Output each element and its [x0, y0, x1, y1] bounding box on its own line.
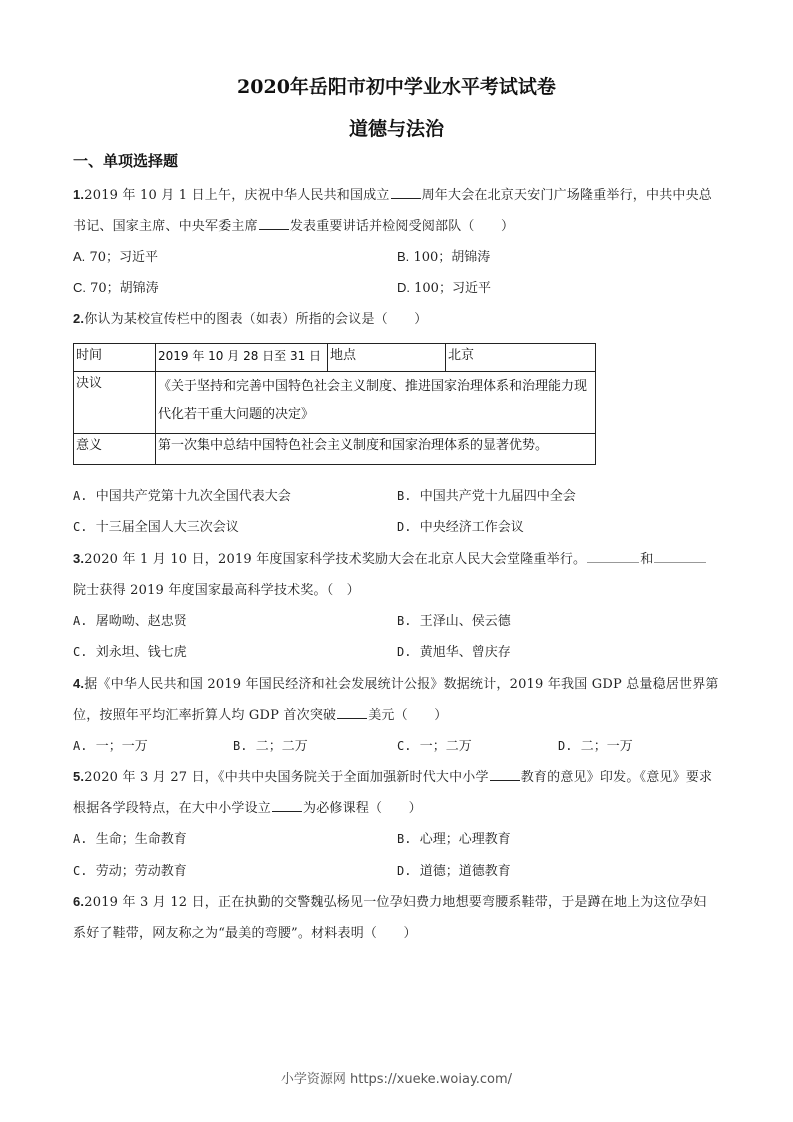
option-d: D. 黄旭华、曾庆存: [397, 645, 511, 660]
option-b: B. 心理；心理教育: [397, 832, 511, 847]
option-c: C. 十三届全国人大三次会议: [73, 520, 239, 535]
question-3-line-1: 3.2020 年 1 月 10 日，2019 年度国家科学技术奖励大会在北京人民大会堂隆重举行。 和: [73, 548, 707, 567]
option-a: A. 一；一万: [73, 739, 148, 754]
table-cell: 《关于坚持和完善中国特色社会主义制度、推进国家治理体系和治理能力现代化若干重大问题的决定》: [156, 372, 596, 434]
question-1-line-2: 书记、国家主席、中央军委主席 发表重要讲话并检阅受阅部队（ ）: [73, 219, 515, 234]
option-c: C. 刘永坦、钱七虎: [73, 645, 187, 660]
option-d: D. 道德；道德教育: [397, 864, 511, 879]
option-a: A. 屠呦呦、赵忠贤: [73, 614, 187, 629]
question-number: 6.: [73, 894, 85, 909]
exam-title: 2020年岳阳市初中学业水平考试试卷: [237, 76, 556, 98]
question-6-line-1: 6.2019 年 3 月 12 日，正在执勤的交警魏弘杨见一位孕妇费力地想要弯腰系鞋带，于是蹲在地上为这位孕妇: [73, 894, 707, 910]
table-cell: 北京: [446, 344, 596, 372]
answer-blank: [654, 552, 706, 563]
table-cell: 意义: [74, 434, 156, 465]
table-cell: 第一次集中总结中国特色社会主义制度和国家治理体系的显著优势。: [156, 434, 596, 465]
option-a: A. 中国共产党第十九次全国代表大会: [73, 489, 291, 504]
table-cell: 地点: [328, 344, 446, 372]
answer-blank: [490, 770, 520, 781]
answer-blank: [259, 219, 289, 230]
option-b: B. 100；胡锦涛: [397, 249, 491, 265]
table-cell: 决议: [74, 372, 156, 434]
question-3-line-2: 院士获得 2019 年度国家最高科学技术奖。（ ）: [73, 583, 360, 598]
option-c: C. 70；胡锦涛: [73, 280, 159, 296]
question-4-line-1: 4.据《中华人民共和国 2019 年国民经济和社会发展统计公报》数据统计，2019 年我国 GDP 总量稳居世界第: [73, 676, 719, 692]
question-4-line-2: 位，按照年平均汇率折算人均 GDP 首次突破 美元（ ）: [73, 708, 448, 723]
question-number: 2.: [73, 311, 85, 326]
section-heading: 一、单项选择题: [73, 152, 179, 170]
question-number: 3.: [73, 551, 85, 566]
answer-blank: [391, 188, 421, 199]
option-c: C. 一；二万: [397, 739, 472, 754]
option-b: B. 中国共产党十九届四中全会: [397, 489, 576, 504]
question-number: 4.: [73, 676, 85, 691]
table-cell: 时间: [74, 344, 156, 372]
question-1-line-1: 1.2019 年 10 月 1 日上午，庆祝中华人民共和国成立 周年大会在北京天安门广场隆重举行，中共中央总: [73, 187, 713, 203]
option-b: B. 二；二万: [233, 739, 308, 754]
question-6-line-2: 系好了鞋带，网友称之为“最美的弯腰”。材料表明（ ）: [73, 926, 417, 941]
answer-blank: [337, 708, 367, 719]
table-cell: 2019 年 10 月 28 日至 31 日: [156, 344, 328, 372]
option-b: B. 王泽山、侯云德: [397, 614, 511, 629]
option-c: C. 劳动；劳动教育: [73, 864, 187, 879]
question-2-line-1: 2.你认为某校宣传栏中的图表（如表）所指的会议是（ ）: [73, 311, 428, 327]
answer-blank: [587, 552, 639, 563]
option-d: D. 二；一万: [558, 739, 633, 754]
option-a: A. 生命；生命教育: [73, 832, 187, 847]
answer-blank: [272, 801, 302, 812]
question-number: 5.: [73, 769, 85, 784]
option-a: A. 70；习近平: [73, 249, 158, 265]
footer-watermark: 小学资源网 https://xueke.woiay.com/: [280, 1072, 513, 1087]
meeting-info-table: [73, 343, 596, 465]
option-d: D. 100；习近平: [397, 280, 491, 296]
question-5-line-2: 根据各学段特点，在大中小学设立 为必修课程（ ）: [73, 801, 422, 816]
exam-subject: 道德与法治: [348, 118, 444, 140]
question-number: 1.: [73, 187, 85, 202]
option-d: D. 中央经济工作会议: [397, 520, 524, 535]
question-5-line-1: 5.2020 年 3 月 27 日，《中共中央国务院关于全面加强新时代大中小学 教育的意见》印发。《意见》要求: [73, 769, 713, 785]
